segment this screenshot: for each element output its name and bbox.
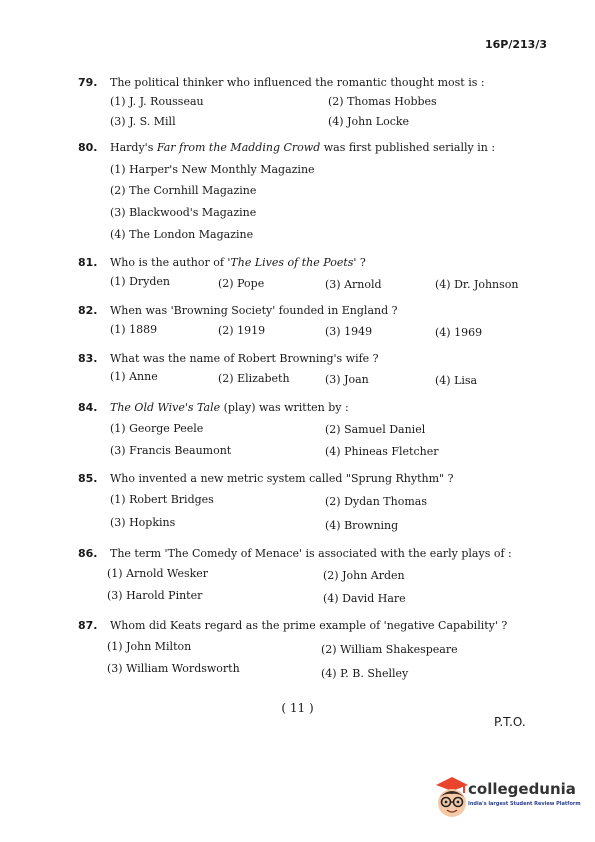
option-1: (1) 1889 bbox=[110, 323, 158, 336]
option-4: (4) David Hare bbox=[323, 592, 406, 605]
option-2: (2) Thomas Hobbes bbox=[328, 95, 437, 108]
option-1: (1) Harper's New Monthly Magazine bbox=[110, 163, 315, 176]
question-number: 79. bbox=[78, 76, 98, 89]
option-4: (4) Browning bbox=[325, 519, 399, 532]
option-1: (1) Arnold Wesker bbox=[107, 567, 209, 580]
option-1: (1) George Peele bbox=[110, 422, 204, 435]
question-number: 87. bbox=[78, 619, 98, 632]
option-1: (1) Dryden bbox=[110, 275, 171, 288]
question-text: What was the name of Robert Browning's wife ? bbox=[110, 352, 379, 365]
question-number: 83. bbox=[78, 352, 98, 365]
option-2: (2) Samuel Daniel bbox=[325, 423, 426, 436]
question-text bbox=[110, 401, 550, 414]
option-1: (1) J. J. Rousseau bbox=[110, 95, 204, 108]
page-number: ( 11 ) bbox=[281, 701, 314, 715]
work-title: Far from the Madding Crowd bbox=[156, 141, 321, 154]
option-2: (2) Pope bbox=[218, 277, 265, 290]
question-text-part: was first published serially in : bbox=[320, 141, 496, 154]
question-text-part: Hardy's bbox=[110, 141, 157, 154]
brand-tagline: India's largest Student Review Platform bbox=[468, 801, 581, 807]
option-2: (2) 1919 bbox=[218, 324, 266, 337]
option-4: (4) Lisa bbox=[435, 374, 478, 387]
option-1: (1) John Milton bbox=[107, 640, 192, 653]
option-4: (4) 1969 bbox=[435, 326, 483, 339]
question-number: 82. bbox=[78, 304, 98, 317]
option-2: (2) Elizabeth bbox=[218, 372, 290, 385]
option-3: (3) Arnold bbox=[325, 278, 382, 291]
question-text-part: (play) was written by : bbox=[220, 401, 349, 414]
option-2: (2) William Shakespeare bbox=[321, 643, 458, 656]
option-3: (3) 1949 bbox=[325, 325, 373, 338]
question-text: When was 'Browning Society' founded in England ? bbox=[110, 304, 398, 317]
question-text: Who invented a new metric system called "Sprung Rhythm" ? bbox=[110, 472, 454, 485]
question-text: The term 'The Comedy of Menace' is associated with the early plays of : bbox=[110, 547, 512, 560]
question-number: 86. bbox=[78, 547, 98, 560]
option-4: (4) P. B. Shelley bbox=[321, 667, 409, 680]
question-text: The political thinker who influenced the romantic thought most is : bbox=[110, 76, 485, 89]
question-text bbox=[110, 141, 550, 154]
option-3: (3) William Wordsworth bbox=[107, 662, 240, 675]
option-3: (3) J. S. Mill bbox=[110, 115, 176, 128]
option-4: (4) Phineas Fletcher bbox=[325, 445, 439, 458]
option-4: (4) The London Magazine bbox=[110, 228, 254, 241]
paper-code: 16P/213/3 bbox=[484, 38, 547, 51]
question-text-part: ' ? bbox=[353, 256, 366, 269]
question-number: 84. bbox=[78, 401, 98, 414]
work-title: The Old Wive's Tale bbox=[110, 401, 221, 414]
question-number: 80. bbox=[78, 141, 98, 154]
option-1: (1) Anne bbox=[110, 370, 158, 383]
option-4: (4) John Locke bbox=[328, 115, 410, 128]
option-3: (3) Blackwood's Magazine bbox=[110, 206, 257, 219]
question-number: 81. bbox=[78, 256, 98, 269]
option-1: (1) Robert Bridges bbox=[110, 493, 214, 506]
question-text-part: Who is the author of ' bbox=[110, 256, 231, 269]
brand-name: collegedunia bbox=[468, 780, 576, 798]
option-4: (4) Dr. Johnson bbox=[435, 278, 519, 291]
option-2: (2) Dydan Thomas bbox=[325, 495, 427, 508]
pto-label: P.T.O. bbox=[494, 715, 526, 729]
work-title: The Lives of the Poets bbox=[230, 256, 354, 269]
option-3: (3) Francis Beaumont bbox=[110, 444, 232, 457]
question-number: 85. bbox=[78, 472, 98, 485]
option-3: (3) Joan bbox=[325, 373, 369, 386]
question-text: Whom did Keats regard as the prime example of 'negative Capability' ? bbox=[110, 619, 508, 632]
option-2: (2) The Cornhill Magazine bbox=[110, 184, 257, 197]
question-text bbox=[110, 256, 550, 269]
option-3: (3) Hopkins bbox=[110, 516, 176, 529]
option-2: (2) John Arden bbox=[323, 569, 405, 582]
option-3: (3) Harold Pinter bbox=[107, 589, 203, 602]
